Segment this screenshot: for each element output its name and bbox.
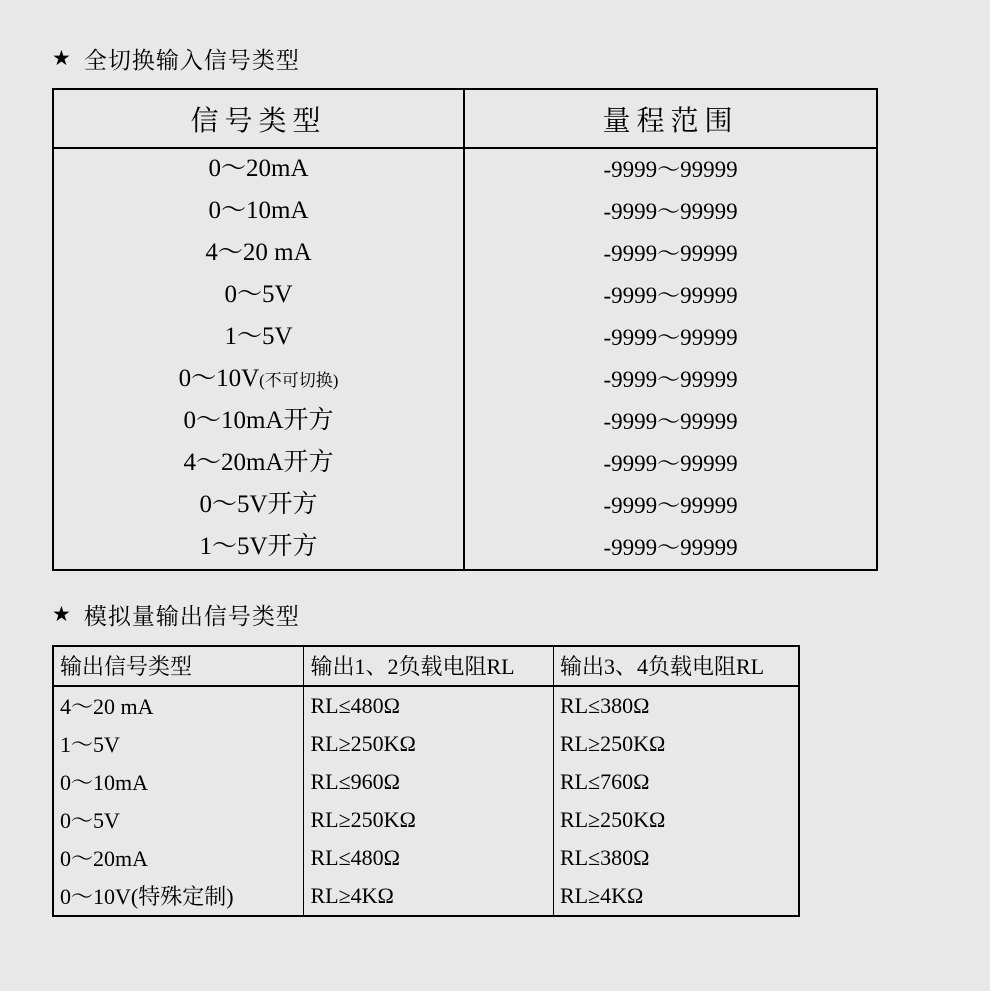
input-signal-table bbox=[52, 88, 878, 571]
section-title-input: 全切换输入信号类型 bbox=[83, 48, 300, 73]
section-title-output: 模拟量输出信号类型 bbox=[83, 604, 300, 629]
header-range: 量程范围 bbox=[464, 89, 877, 148]
signal-type-text: 4～20 mA bbox=[205, 239, 312, 266]
cell-load-34: RL≥4KΩ bbox=[553, 877, 799, 916]
signal-type-text: 0～10V bbox=[178, 365, 260, 392]
cell-load-12: RL≥250KΩ bbox=[304, 725, 553, 763]
cell-output-signal-type: 4～20 mA bbox=[53, 686, 304, 725]
cell-range: -9999～99999 bbox=[464, 401, 877, 443]
cell-range: -9999～99999 bbox=[464, 317, 877, 359]
table-row bbox=[53, 725, 799, 763]
signal-type-text: 0～20mA bbox=[208, 155, 309, 182]
cell-load-34: RL≥250KΩ bbox=[553, 725, 799, 763]
cell-range: -9999～99999 bbox=[464, 275, 877, 317]
star-icon: ★ bbox=[52, 46, 72, 70]
table-row bbox=[53, 485, 877, 527]
cell-signal-type bbox=[53, 401, 464, 443]
section-heading-input bbox=[52, 42, 300, 75]
cell-load-34: RL≤380Ω bbox=[553, 839, 799, 877]
cell-range: -9999～99999 bbox=[464, 233, 877, 275]
table-header-row bbox=[53, 89, 877, 148]
cell-output-signal-type: 1～5V bbox=[53, 725, 304, 763]
table-row bbox=[53, 275, 877, 317]
cell-load-34: RL≥250KΩ bbox=[553, 801, 799, 839]
table-row bbox=[53, 877, 799, 916]
cell-output-signal-type: 0～10mA bbox=[53, 763, 304, 801]
cell-range: -9999～99999 bbox=[464, 443, 877, 485]
cell-signal-type bbox=[53, 443, 464, 485]
table-header-row bbox=[53, 646, 799, 686]
cell-load-34: RL≤760Ω bbox=[553, 763, 799, 801]
table-row bbox=[53, 763, 799, 801]
table-row bbox=[53, 801, 799, 839]
header-load-resistance-34: 输出3、4负载电阻RL bbox=[553, 646, 799, 686]
table-row bbox=[53, 317, 877, 359]
cell-range: -9999～99999 bbox=[464, 527, 877, 570]
table-row bbox=[53, 401, 877, 443]
output-signal-table bbox=[52, 645, 800, 917]
header-load-resistance-12: 输出1、2负载电阻RL bbox=[304, 646, 553, 686]
signal-type-text: 4～20mA开方 bbox=[183, 449, 334, 476]
section-heading-output bbox=[52, 598, 300, 631]
cell-signal-type bbox=[53, 317, 464, 359]
cell-signal-type bbox=[53, 359, 464, 401]
table-row bbox=[53, 839, 799, 877]
cell-output-signal-type: 0～20mA bbox=[53, 839, 304, 877]
cell-range: -9999～99999 bbox=[464, 148, 877, 191]
signal-type-text: 0～5V bbox=[224, 281, 293, 308]
cell-signal-type bbox=[53, 485, 464, 527]
cell-load-12: RL≥250KΩ bbox=[304, 801, 553, 839]
signal-type-text: 1～5V bbox=[224, 323, 293, 350]
table-row bbox=[53, 443, 877, 485]
table-row bbox=[53, 148, 877, 191]
table-row bbox=[53, 191, 877, 233]
cell-output-signal-type: 0～5V bbox=[53, 801, 304, 839]
header-output-signal-type: 输出信号类型 bbox=[53, 646, 304, 686]
signal-type-text: 0～5V开方 bbox=[199, 491, 318, 518]
table-row bbox=[53, 233, 877, 275]
header-signal-type: 信号类型 bbox=[53, 89, 464, 148]
cell-signal-type bbox=[53, 233, 464, 275]
table-row bbox=[53, 527, 877, 570]
cell-load-12: RL≤480Ω bbox=[304, 839, 553, 877]
signal-type-text: 1～5V开方 bbox=[199, 533, 318, 560]
cell-range: -9999～99999 bbox=[464, 359, 877, 401]
cell-signal-type bbox=[53, 275, 464, 317]
table-row bbox=[53, 359, 877, 401]
star-icon: ★ bbox=[52, 602, 72, 626]
cell-output-signal-type: 0～10V(特殊定制) bbox=[53, 877, 304, 916]
cell-signal-type bbox=[53, 191, 464, 233]
cell-signal-type bbox=[53, 148, 464, 191]
signal-type-note: (不可切换) bbox=[259, 371, 339, 390]
cell-load-12: RL≤480Ω bbox=[304, 686, 553, 725]
table-row bbox=[53, 686, 799, 725]
cell-signal-type bbox=[53, 527, 464, 570]
signal-type-text: 0～10mA bbox=[208, 197, 309, 224]
cell-range: -9999～99999 bbox=[464, 485, 877, 527]
cell-range: -9999～99999 bbox=[464, 191, 877, 233]
signal-type-text: 0～10mA开方 bbox=[183, 407, 334, 434]
cell-load-34: RL≤380Ω bbox=[553, 686, 799, 725]
cell-load-12: RL≥4KΩ bbox=[304, 877, 553, 916]
cell-load-12: RL≤960Ω bbox=[304, 763, 553, 801]
